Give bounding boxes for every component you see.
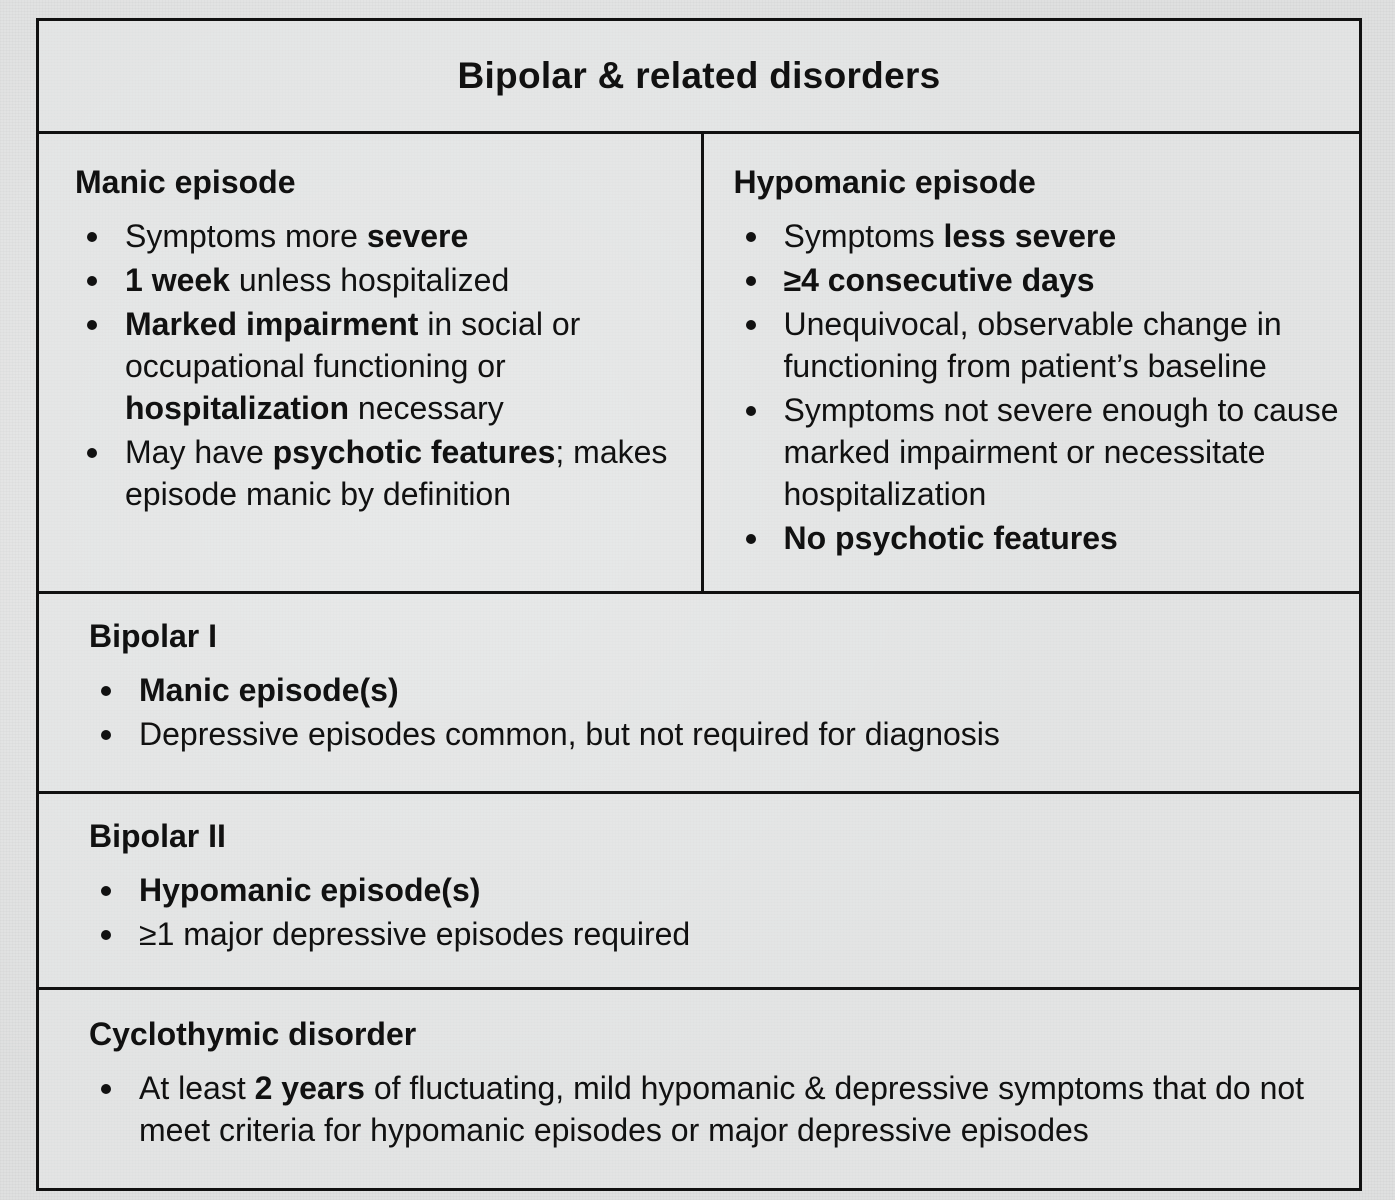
bipolar-2-heading: Bipolar II (89, 818, 226, 854)
manic-episode-heading: Manic episode (75, 164, 296, 200)
list-item: Depressive episodes common, but not required for diagnosis (89, 713, 1339, 755)
list-item: ≥4 consecutive days (734, 259, 1340, 301)
manic-episode-cell (39, 134, 704, 591)
list-item: 1 week unless hospitalized (75, 259, 681, 301)
list-item: Manic episode(s) (89, 669, 1339, 711)
list-item: Unequivocal, observable change in functioning from patient’s baseline (734, 303, 1340, 387)
list-item: Hypomanic episode(s) (89, 869, 1339, 911)
hypomanic-episode-heading: Hypomanic episode (733, 164, 1036, 200)
bipolar-1-row (39, 594, 1359, 794)
list-item: Symptoms not severe enough to cause marked impairment or necessitate hospitalization (734, 389, 1340, 515)
bipolar-1-list (89, 669, 1339, 755)
list-item: At least 2 years of fluctuating, mild hypomanic & depressive symptoms that do not meet criteria for hypomanic episodes or major depressive episodes (89, 1067, 1339, 1151)
cyclothymic-row (39, 990, 1359, 1188)
bipolar-1-heading: Bipolar I (89, 618, 218, 654)
cyclothymic-heading: Cyclothymic disorder (89, 1016, 417, 1052)
hypomanic-episode-cell (704, 134, 1360, 591)
list-item: Symptoms more severe (75, 215, 681, 257)
bipolar-2-row (39, 794, 1359, 990)
episodes-row (39, 134, 1359, 594)
cyclothymic-list (89, 1067, 1339, 1151)
list-item: Marked impairment in social or occupational functioning or hospitalization necessary (75, 303, 681, 429)
bipolar-2-list (89, 869, 1339, 955)
list-item: May have psychotic features; makes episode manic by definition (75, 431, 681, 515)
table-title: Bipolar & related disorders (39, 21, 1359, 134)
manic-episode-list (75, 215, 681, 515)
bipolar-disorders-table (36, 18, 1362, 1191)
list-item: Symptoms less severe (734, 215, 1340, 257)
hypomanic-episode-list (734, 215, 1340, 559)
list-item: ≥1 major depressive episodes required (89, 913, 1339, 955)
list-item: No psychotic features (734, 517, 1340, 559)
